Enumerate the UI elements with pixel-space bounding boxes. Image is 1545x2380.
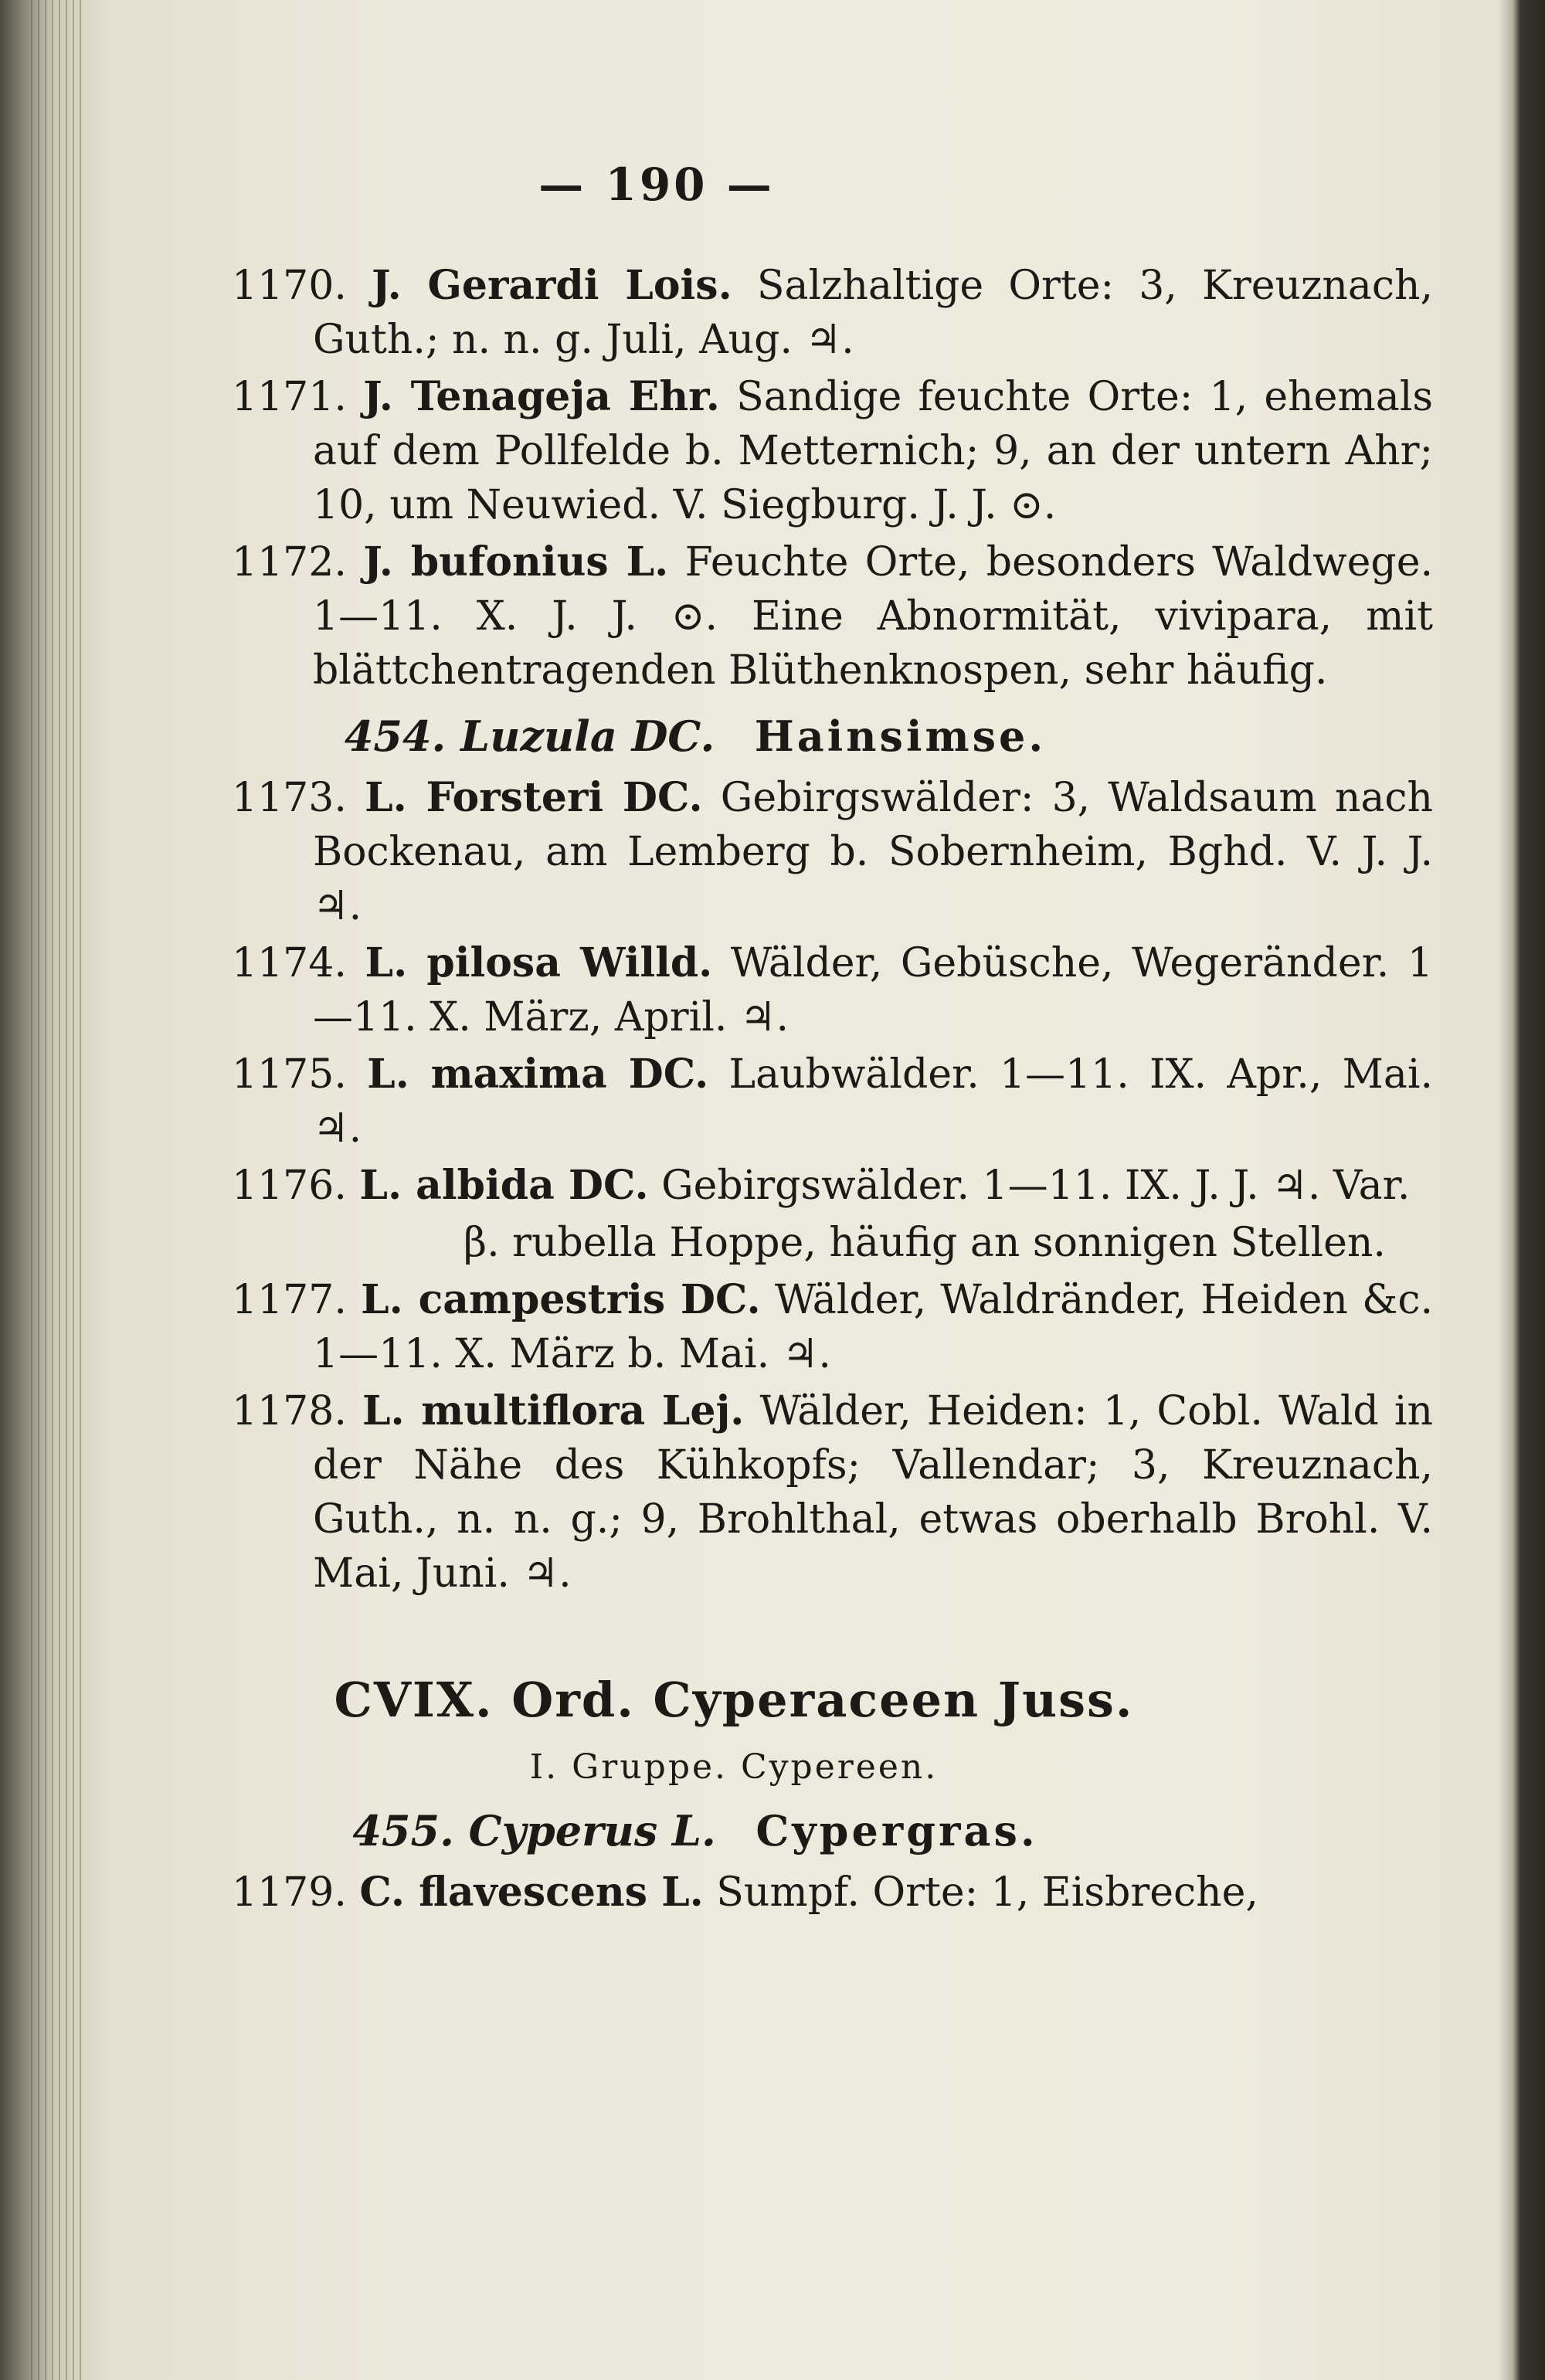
genus-label: 455. Cyperus L. — [352, 1806, 716, 1855]
species-name: L. albida DC. — [359, 1162, 649, 1209]
species-name: L. Forsteri DC. — [365, 774, 703, 821]
genus-label: 454. Luzula DC. — [344, 711, 715, 761]
entry-description: Gebirgswälder. 1—11. IX. J. J. ♃. Var. — [661, 1163, 1411, 1209]
species-name: L. campestris DC. — [361, 1276, 761, 1323]
entry-description: Salzhaltige Orte: 3, Kreuznach, Guth.; n. n. g. Juli, Aug. ♃. — [313, 263, 1433, 363]
order-heading: CVIX. Ord. Cyperaceen Juss. — [334, 1672, 1134, 1728]
genus-heading-luzula — [232, 708, 1159, 765]
species-entry — [232, 535, 1433, 698]
species-entry — [232, 1273, 1433, 1381]
species-entry — [232, 1159, 1433, 1213]
entry-number: 1172. — [232, 539, 347, 586]
variety-note: β. rubella Hoppe, häufig an sonnigen Stellen. — [464, 1220, 1386, 1266]
species-entry — [232, 1384, 1433, 1601]
entry-description: Sandige feuchte Orte: 1, ehemals auf dem Pollfelde b. Metternich; 9, an der untern Ahr; 10, um Neuwied. V. Siegburg. J. J. ⊙. — [313, 374, 1434, 528]
entry-number: 1175. — [232, 1051, 347, 1098]
genus-heading-cyperus — [232, 1803, 1159, 1859]
entries-juncus — [232, 259, 1433, 698]
entry-description: Sumpf. Orte: 1, Eisbreche, — [716, 1869, 1258, 1916]
entry-description: Wälder, Heiden: 1, Cobl. Wald in der Nähe des Kühkopfs; Vallendar; 3, Kreuznach, Guth., n. n. g.; 9, Brohlthal, etwas oberhalb Brohl. V. Mai, Juni. ♃. — [313, 1388, 1434, 1597]
entry-number: 1179. — [232, 1869, 347, 1916]
species-entry — [232, 370, 1433, 532]
genus-german-name: Hainsimse. — [754, 711, 1047, 761]
entry-number: 1173. — [232, 775, 347, 821]
species-entry — [232, 259, 1433, 367]
species-name: J. Tenageja Ehr. — [363, 373, 720, 420]
entry-description: Feuchte Orte, besonders Waldwege. 1—11. X. J. J. ⊙. Eine Abnormität, vivipara, mit blättchentragenden Blüthenknospen, sehr häufig. — [313, 539, 1434, 694]
species-name: J. Gerardi Lois. — [372, 262, 732, 309]
species-name: L. maxima DC. — [367, 1051, 709, 1098]
entries-cyperus — [232, 1866, 1433, 1920]
species-entry — [232, 1866, 1433, 1920]
page-number: — 190 — — [538, 158, 775, 211]
entry-number: 1176. — [232, 1163, 347, 1209]
entry-description: Laubwälder. 1—11. IX. Apr., Mai. ♃. — [313, 1051, 1434, 1152]
species-name: C. flavescens L. — [359, 1869, 704, 1916]
entry-description: Wälder, Waldränder, Heiden &c. 1—11. X. März b. Mai. ♃. — [313, 1277, 1434, 1377]
entry-number: 1171. — [232, 374, 347, 420]
species-entry — [232, 771, 1433, 933]
species-entry — [232, 1047, 1433, 1156]
species-name: J. bufonius L. — [363, 538, 669, 586]
species-name: L. pilosa Willd. — [365, 939, 713, 986]
page-edges — [31, 0, 85, 2380]
entries-luzula-2 — [232, 1273, 1433, 1601]
entry-list — [232, 259, 1433, 1923]
entry-number: 1178. — [232, 1388, 347, 1434]
species-name: L. multiflora Lej. — [362, 1387, 745, 1434]
entry-number: 1170. — [232, 263, 347, 309]
entry-number: 1177. — [232, 1277, 347, 1323]
genus-german-name: Cypergras. — [756, 1806, 1038, 1855]
group-heading: I. Gruppe. Cypereen. — [529, 1747, 939, 1787]
entry-description: Gebirgswälder: 3, Waldsaum nach Bockenau, am Lemberg b. Sobernheim, Bghd. V. J. J. ♃. — [313, 775, 1434, 929]
entry-number: 1174. — [232, 940, 347, 986]
entries-luzula — [232, 771, 1433, 1213]
book-gutter — [0, 0, 116, 2380]
species-entry — [232, 936, 1433, 1044]
entry-description: Wälder, Gebüsche, Wegeränder. 1—11. X. März, April. ♃. — [313, 940, 1433, 1041]
book-edge-right — [1499, 0, 1545, 2380]
